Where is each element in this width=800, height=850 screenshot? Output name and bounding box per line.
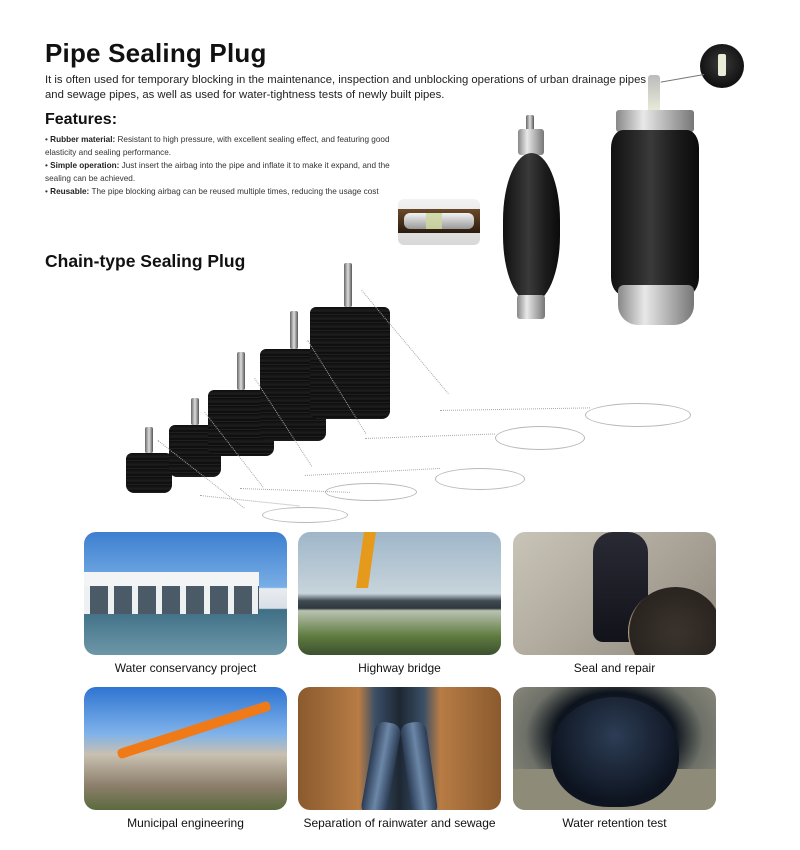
gallery-image-seal-and-repair: [513, 532, 716, 655]
chain: [365, 433, 495, 439]
plug-size-3: [208, 390, 274, 456]
chain: [307, 340, 366, 434]
gallery-image-water-retention-test: [513, 687, 716, 810]
bullet: •: [45, 135, 48, 144]
gallery-caption: Seal and repair: [573, 661, 656, 675]
chain: [305, 468, 440, 476]
chain: [204, 412, 263, 487]
intro-text: It is often used for temporary blocking in the maintenance, inspection and unblocking operations of urban drainage pipes and sewage pipes, as well as used for water-tightness tests of newly built pipes.: [45, 74, 646, 101]
chain: [200, 495, 300, 506]
rubber-bag: [611, 130, 699, 295]
chain-ring: [325, 483, 417, 501]
inflated-plug: [551, 697, 679, 807]
feature-label: Reusable:: [50, 187, 90, 196]
bottom-band: [618, 285, 694, 325]
feature-item: [45, 186, 395, 199]
valve-icon: [145, 427, 153, 453]
valve-detail-inset: [700, 44, 744, 88]
plug-size-4: [260, 349, 326, 441]
building: [84, 572, 259, 590]
plug-size-5: [310, 307, 390, 419]
valve-icon: [237, 352, 245, 390]
feature-label: Simple operation:: [50, 161, 120, 170]
top-band: [518, 129, 544, 155]
chain: [157, 440, 244, 509]
plug-size-1: [126, 453, 172, 493]
feature-text: Just insert the airbag into the pipe and inflate it to make it expand, and the sealing can be achieved.: [45, 161, 390, 183]
gallery-caption: Water retention test: [562, 816, 667, 830]
valve-icon: [344, 263, 352, 307]
gallery-image-highway-bridge: [298, 532, 501, 655]
chain-section-heading: Chain-type Sealing Plug: [45, 251, 246, 271]
gallery-image-rainwater-sewage-separation: [298, 687, 501, 810]
pipe-inset-image: [398, 199, 480, 245]
page-title: Pipe Sealing Plug: [45, 38, 267, 68]
chain: [361, 290, 449, 394]
airbag-small-image: [500, 115, 560, 325]
bullet: •: [45, 187, 48, 196]
features-heading: Features:: [45, 111, 118, 128]
chain: [440, 407, 590, 411]
airbag-large-image: [608, 75, 703, 325]
bullet: •: [45, 161, 48, 170]
feature-item: [45, 134, 395, 159]
gallery-caption: Highway bridge: [358, 661, 441, 675]
gallery-image-water-conservancy: [84, 532, 287, 655]
feature-text: The pipe blocking airbag can be reused multiple times, reducing the usage cost: [91, 187, 379, 196]
gallery-caption: Municipal engineering: [127, 816, 244, 830]
chain: [240, 488, 350, 493]
feature-text: Resistant to high pressure, with excellent sealing effect, and featuring good elasticity and sealing performance.: [45, 135, 390, 157]
top-band: [616, 110, 694, 132]
chain-ring: [585, 403, 691, 427]
chain-ring: [495, 426, 585, 450]
pump-boom: [116, 701, 271, 760]
gallery-caption: Water conservancy project: [114, 661, 257, 675]
pipe: [360, 720, 402, 810]
chain: [254, 378, 312, 467]
valve-icon: [290, 311, 298, 349]
pipe: [400, 721, 439, 810]
gallery-caption: Separation of rainwater and sewage: [303, 816, 496, 830]
bottom-band: [517, 295, 545, 319]
airbag-in-pipe: [404, 213, 474, 229]
crane: [356, 532, 376, 588]
rubber-bag: [503, 153, 560, 303]
chain-ring: [435, 468, 525, 490]
valve-icon: [191, 398, 199, 425]
plug-size-2: [169, 425, 221, 477]
gallery-image-municipal-engineering: [84, 687, 287, 810]
feature-label: Rubber material:: [50, 135, 116, 144]
feature-item: [45, 160, 395, 185]
chain-ring: [262, 507, 348, 523]
valve-icon: [648, 75, 660, 115]
